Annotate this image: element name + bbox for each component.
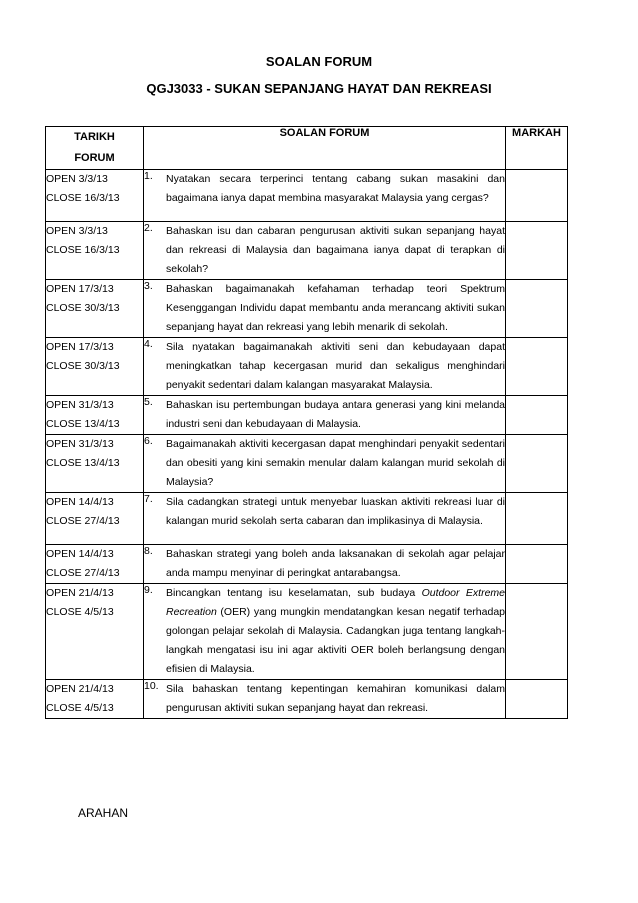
question-text: Nyatakan secara terperinci tentang cabang sukan masakini dan bagaimana ianya dapat membina masyarakat Malaysia yang cergas? [166, 173, 505, 204]
open-date: OPEN 3/3/13 [46, 225, 108, 237]
table-header-row [46, 127, 568, 170]
question-text-part: (OER) yang mungkin mendatangkan kesan negatif terhadap golongan pelajar sekolah di Malaysia. Cadangkan juga tentang langkah-langkah mengatasi isu ini agar aktiviti OER boleh berlangsung dengan efisien di Malaysia. [166, 606, 505, 675]
column-header-date [46, 127, 144, 170]
open-date: OPEN 17/3/13 [46, 341, 114, 353]
document-title: SOALAN FORUM [265, 54, 373, 69]
column-header-date-line2: FORUM [74, 152, 115, 164]
question-text-part: Bincangkan tentang isu keselamatan, sub budaya [166, 587, 422, 599]
table-row [46, 338, 568, 396]
question-text: Sila cadangkan strategi untuk menyebar luaskan aktiviti rekreasi luar di kalangan murid sekolah serta cabaran dan implikasinya di Malaysia. [166, 496, 505, 527]
question-text: Bagaimanakah aktiviti kecergasan dapat menghindari penyakit sedentari dan obesiti yang kini semakin menular dalam kalangan murid sekolah di Malaysia? [166, 438, 505, 488]
mark-cell [506, 396, 568, 435]
column-header-question: SOALAN FORUM [144, 127, 506, 170]
question-cell [144, 338, 506, 396]
question-cell [144, 396, 506, 435]
table-row [46, 584, 568, 680]
column-header-mark: MARKAH [506, 127, 568, 170]
table-row [46, 680, 568, 719]
date-cell [46, 170, 144, 222]
question-number: 10. [144, 680, 159, 692]
instructions-heading: ARAHAN [78, 806, 129, 820]
question-text: Bahaskan isu dan cabaran pengurusan aktiviti sukan sepanjang hayat dan rekreasi di Malaysia dan bagaimana ianya dapat di terapkan di sekolah? [166, 225, 505, 275]
date-cell [46, 222, 144, 280]
question-number: 8. [144, 545, 153, 557]
open-date: OPEN 31/3/13 [46, 438, 114, 450]
forum-table [45, 126, 568, 719]
question-text-italic: Outdoor Extreme Recreation [166, 587, 505, 618]
question-cell [144, 680, 506, 719]
close-date: CLOSE 13/4/13 [46, 457, 120, 469]
date-cell [46, 584, 144, 680]
mark-cell [506, 435, 568, 493]
question-cell [144, 280, 506, 338]
open-date: OPEN 31/3/13 [46, 399, 114, 411]
question-number: 5. [144, 396, 153, 408]
table-row [46, 545, 568, 584]
date-cell [46, 680, 144, 719]
question-cell [144, 222, 506, 280]
open-date: OPEN 21/4/13 [46, 683, 114, 695]
open-date: OPEN 21/4/13 [46, 587, 114, 599]
question-number: 7. [144, 493, 153, 505]
question-text: Sila bahaskan tentang kepentingan kemahiran komunikasi dalam pengurusan aktiviti sukan sepanjang hayat dan rekreasi. [166, 683, 505, 714]
table-row [46, 435, 568, 493]
column-header-date-line1: TARIKH [74, 131, 115, 143]
date-cell [46, 280, 144, 338]
table-row [46, 493, 568, 545]
mark-cell [506, 170, 568, 222]
close-date: CLOSE 16/3/13 [46, 244, 120, 256]
open-date: OPEN 14/4/13 [46, 548, 114, 560]
table-row [46, 222, 568, 280]
question-number: 1. [144, 170, 153, 182]
table-row [46, 170, 568, 222]
close-date: CLOSE 4/5/13 [46, 702, 114, 714]
question-cell [144, 435, 506, 493]
question-number: 3. [144, 280, 153, 292]
mark-cell [506, 280, 568, 338]
question-text: Bahaskan bagaimanakah kefahaman terhadap teori Spektrum Kesenggangan Individu dapat membantu anda merancang aktiviti sukan sepanjang hayat dan rekreasi yang lebih menarik di sekolah. [166, 283, 505, 333]
question-text: Bahaskan strategi yang boleh anda laksanakan di sekolah agar pelajar anda mampu menyinar di peringkat antarabangsa. [166, 548, 505, 579]
open-date: OPEN 3/3/13 [46, 173, 108, 185]
question-cell [144, 170, 506, 222]
question-text: Bahaskan isu pertembungan budaya antara generasi yang kini melanda industri seni dan kebudayaan di Malaysia. [166, 399, 505, 430]
close-date: CLOSE 27/4/13 [46, 567, 120, 579]
table-row [46, 396, 568, 435]
question-text [166, 584, 505, 679]
date-cell [46, 493, 144, 545]
question-number: 2. [144, 222, 153, 234]
mark-cell [506, 338, 568, 396]
open-date: OPEN 17/3/13 [46, 283, 114, 295]
open-date: OPEN 14/4/13 [46, 496, 114, 508]
question-number: 9. [144, 584, 153, 596]
date-cell [46, 396, 144, 435]
date-cell [46, 545, 144, 584]
date-cell [46, 338, 144, 396]
close-date: CLOSE 4/5/13 [46, 606, 114, 618]
course-title: QGJ3033 - SUKAN SEPANJANG HAYAT DAN REKREASI [146, 81, 492, 96]
close-date: CLOSE 16/3/13 [46, 192, 120, 204]
table-row [46, 280, 568, 338]
mark-cell [506, 222, 568, 280]
question-cell [144, 584, 506, 680]
question-number: 6. [144, 435, 153, 447]
question-number: 4. [144, 338, 153, 350]
question-cell [144, 545, 506, 584]
close-date: CLOSE 27/4/13 [46, 515, 120, 527]
mark-cell [506, 545, 568, 584]
close-date: CLOSE 13/4/13 [46, 418, 120, 430]
close-date: CLOSE 30/3/13 [46, 360, 120, 372]
close-date: CLOSE 30/3/13 [46, 302, 120, 314]
question-text: Sila nyatakan bagaimanakah aktiviti seni dan kebudayaan dapat meningkatkan tahap kecergasan murid dan sekaligus menghindari penyakit sedentari dalam kalangan masyarakat Malaysia. [166, 341, 505, 391]
question-cell [144, 493, 506, 545]
mark-cell [506, 584, 568, 680]
mark-cell [506, 493, 568, 545]
date-cell [46, 435, 144, 493]
mark-cell [506, 680, 568, 719]
